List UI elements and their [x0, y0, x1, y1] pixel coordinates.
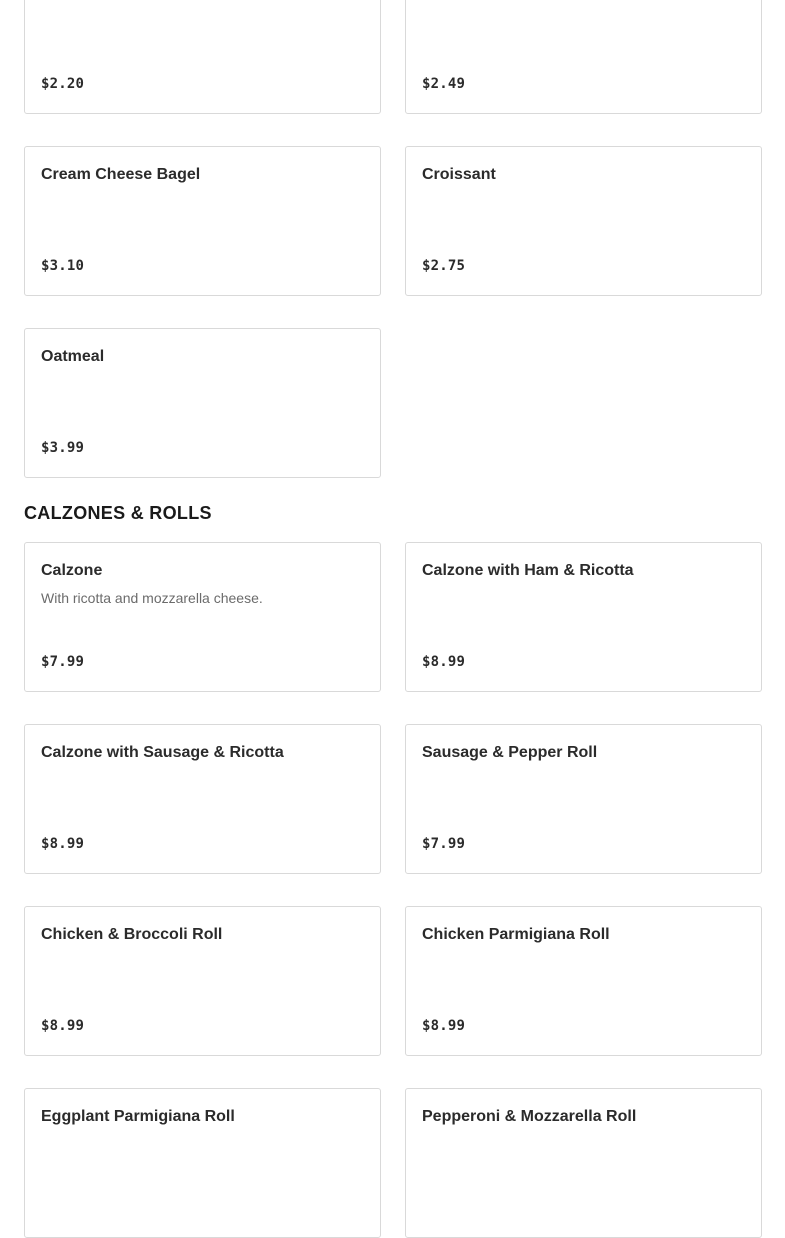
menu-item-price: $3.10 [41, 258, 85, 274]
menu-item-card[interactable] [405, 0, 762, 114]
menu-item-price: $2.49 [422, 76, 466, 92]
menu-item-price: $8.99 [41, 836, 85, 852]
menu-item-price: $7.99 [41, 654, 85, 670]
menu-item-card[interactable] [405, 906, 762, 1056]
menu-item-card[interactable] [405, 542, 762, 692]
menu-item-name: Cream Cheese Bagel [41, 166, 201, 183]
menu-item-price: $8.99 [422, 1018, 466, 1034]
menu-item-name: Croissant [422, 166, 496, 183]
menu-item-name: Oatmeal [41, 348, 105, 365]
menu-item-card[interactable] [24, 906, 381, 1056]
menu-item-card[interactable] [24, 146, 381, 296]
menu-item-name: Calzone with Ham & Ricotta [422, 562, 634, 579]
menu-item-name: Calzone with Sausage & Ricotta [41, 744, 284, 761]
menu-item-card[interactable] [405, 1088, 762, 1238]
menu-item-card[interactable] [24, 0, 381, 114]
menu-item-card[interactable] [405, 146, 762, 296]
menu-item-name: Pepperoni & Mozzarella Roll [422, 1108, 637, 1125]
menu-item-card[interactable] [24, 1088, 381, 1238]
menu-item-price: $3.99 [41, 440, 85, 456]
menu-item-name: Sausage & Pepper Roll [422, 744, 598, 761]
menu-item-price: $7.99 [422, 836, 466, 852]
menu-item-name: Chicken & Broccoli Roll [41, 926, 223, 943]
menu-item-price: $2.20 [41, 76, 85, 92]
menu-item-card[interactable] [24, 542, 381, 692]
menu-item-price: $2.75 [422, 258, 466, 274]
menu-item-name: Chicken Parmigiana Roll [422, 926, 610, 943]
section-heading-calzones: CALZONES & ROLLS [24, 503, 212, 523]
menu-item-card[interactable] [24, 724, 381, 874]
menu-item-card[interactable] [24, 328, 381, 478]
menu-item-card[interactable] [405, 724, 762, 874]
menu-item-price: $8.99 [422, 654, 466, 670]
menu-item-description: With ricotta and mozzarella cheese. [41, 590, 263, 606]
menu-item-name: Eggplant Parmigiana Roll [41, 1108, 235, 1125]
menu-item-price: $8.99 [41, 1018, 85, 1034]
menu-item-name: Calzone [41, 562, 103, 579]
